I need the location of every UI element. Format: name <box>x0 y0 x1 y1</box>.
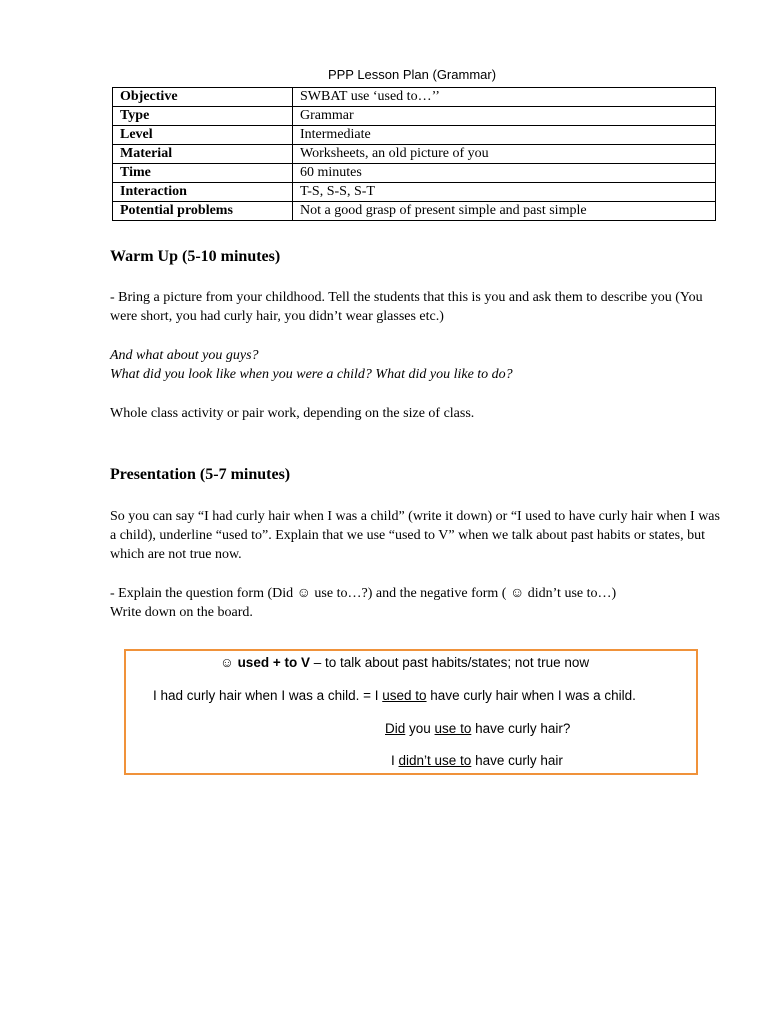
board-line-rule <box>220 655 589 670</box>
warmup-question-2: What did you look like when you were a child? What did you like to do? <box>110 367 513 382</box>
board-negative-underlined: didn’t use to <box>398 753 472 768</box>
board-affirmative-start: I had curly hair when I was a child. = I <box>153 688 383 703</box>
plan-row <box>113 126 716 145</box>
board-question-did: Did <box>385 721 406 736</box>
plan-row-value: Not a good grasp of present simple and past simple <box>293 202 716 221</box>
warmup-paragraph-1: - Bring a picture from your childhood. Tell the students that this is you and ask them to describe you (You were short, you had curly hair, you didn’t wear glasses etc.) <box>110 290 703 324</box>
board-example-box <box>124 649 698 775</box>
plan-row-label: Objective <box>113 88 293 107</box>
plan-row-label: Material <box>113 145 293 164</box>
plan-row-value: Worksheets, an old picture of you <box>293 145 716 164</box>
plan-row-value: 60 minutes <box>293 164 716 183</box>
plan-row <box>113 183 716 202</box>
plan-row-label: Type <box>113 107 293 126</box>
board-line-negative <box>391 753 563 768</box>
board-affirmative-end: have curly hair when I was a child. <box>426 688 636 703</box>
plan-row-label: Level <box>113 126 293 145</box>
lesson-plan-table <box>112 87 716 221</box>
presentation-paragraph-1: So you can say “I had curly hair when I was a child” (write it down) or “I used to have curly hair when I was a child), underline “used to”. Explain that we use “used to V” when we talk about past habits or states, but which are not true now. <box>110 509 720 562</box>
board-rule-formula: used + to V <box>237 655 310 670</box>
board-line-question <box>385 721 570 736</box>
plan-row-value: Intermediate <box>293 126 716 145</box>
document-title: PPP Lesson Plan (Grammar) <box>327 67 497 82</box>
board-negative-end: have curly hair <box>471 753 563 768</box>
plan-row <box>113 202 716 221</box>
plan-row <box>113 145 716 164</box>
presentation-paragraph-2: - Explain the question form (Did ☺ use to…?) and the negative form ( ☺ didn’t use to…) <box>110 586 617 601</box>
plan-row-value: Grammar <box>293 107 716 126</box>
warmup-question-1: And what about you guys? <box>110 348 259 363</box>
smiley-icon: ☺ <box>220 655 234 670</box>
plan-row <box>113 164 716 183</box>
board-question-use-to: use to <box>434 721 472 736</box>
board-negative-start: I <box>391 753 399 768</box>
plan-row-label: Potential problems <box>113 202 293 221</box>
plan-row <box>113 88 716 107</box>
plan-row <box>113 107 716 126</box>
plan-row-label: Interaction <box>113 183 293 202</box>
plan-row-label: Time <box>113 164 293 183</box>
board-affirmative-underlined: used to <box>382 688 427 703</box>
board-line-affirmative <box>153 688 636 703</box>
warmup-paragraph-2: Whole class activity or pair work, depending on the size of class. <box>110 406 475 421</box>
board-rule-text: – to talk about past habits/states; not true now <box>309 655 590 670</box>
plan-row-value: SWBAT use ‘used to…’’ <box>293 88 716 107</box>
board-question-you: you <box>405 721 435 736</box>
presentation-heading: Presentation (5-7 minutes) <box>110 466 291 483</box>
plan-row-value: T-S, S-S, S-T <box>293 183 716 202</box>
board-question-end: have curly hair? <box>471 721 571 736</box>
presentation-paragraph-3: Write down on the board. <box>110 605 253 620</box>
warmup-heading: Warm Up (5-10 minutes) <box>110 248 281 265</box>
